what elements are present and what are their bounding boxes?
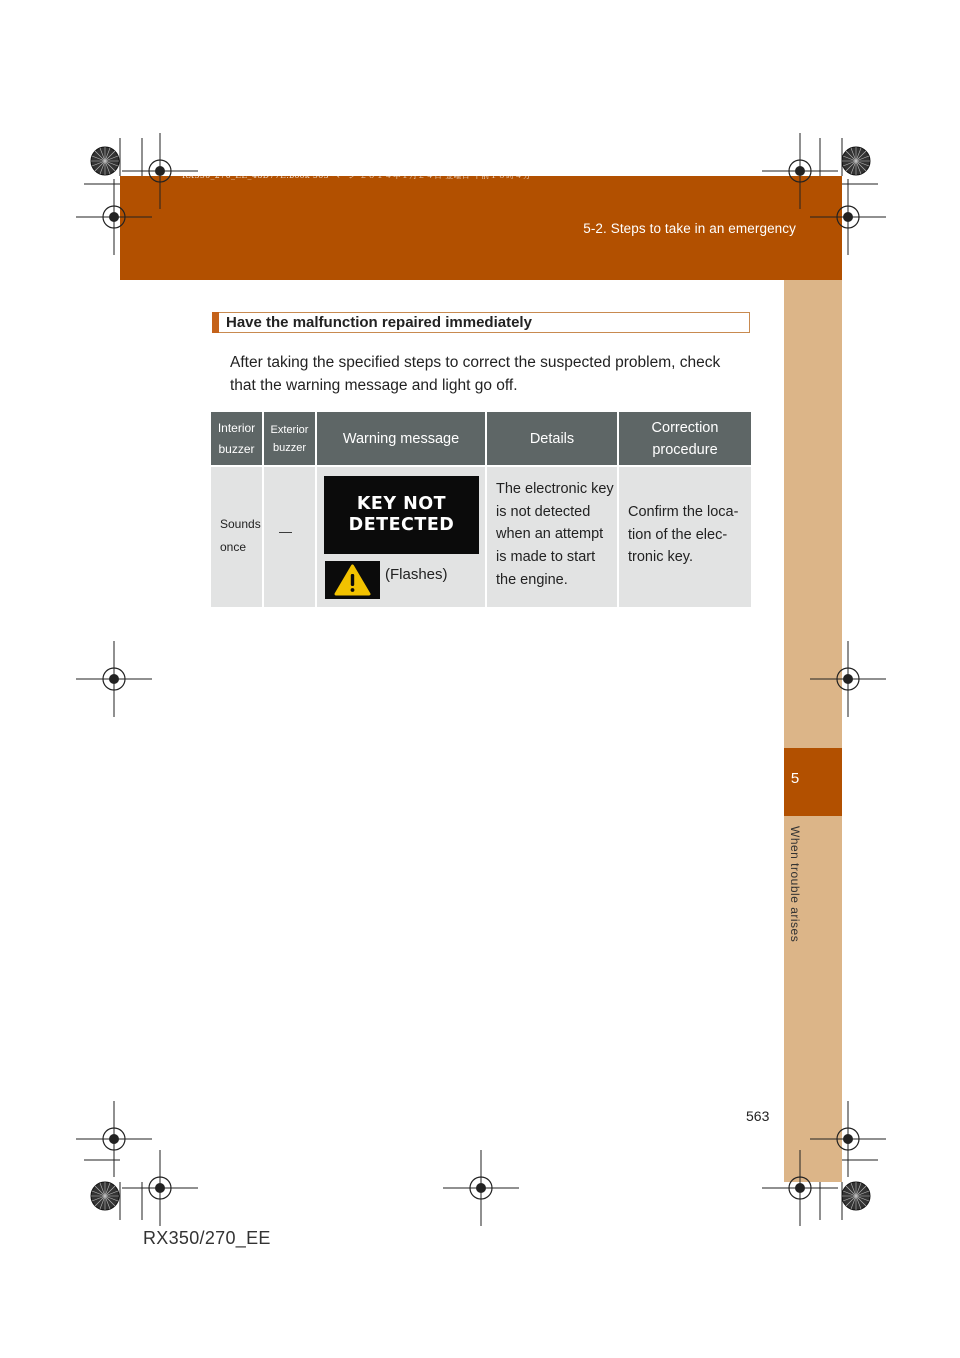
header-interior-line2: buzzer [218,442,255,456]
chapter-number: 5 [790,770,800,787]
header-correction-line2: procedure [652,442,718,458]
page-number: 563 [746,1108,770,1124]
details-line: when an attempt [496,526,604,543]
cell-interior-line2: once [220,540,247,554]
correction-line: Confirm the loca- [628,504,739,520]
details-line: is made to start [496,549,596,566]
cell-exterior-buzzer: — [279,524,292,539]
body-line-1: After taking the specified steps to correct the suspected problem, check [230,354,721,371]
body-line-2: that the warning message and light go off. [230,376,518,394]
crop-lines [84,138,878,1220]
header-exterior-line1: Exterior [270,424,309,436]
header-interior-line1: Interior [217,421,256,435]
details-line: The electronic key [496,481,614,497]
header-warning-message: Warning message [342,431,460,447]
display-line2: DETECTED [348,515,455,535]
header-correction-line1: Correction [651,420,719,436]
flashes-label: (Flashes) [385,566,448,583]
display-line1: KEY NOT [356,494,447,514]
details-line: is not detected [496,503,591,520]
header-exterior-line2: buzzer [272,442,307,454]
correction-line: tronic key. [628,549,694,566]
details-line: the engine. [496,571,568,588]
heading-text: Have the malfunction repaired immediately [226,314,532,331]
correction-line: tion of the elec- [628,526,728,543]
model-code: RX350/270_EE [143,1228,271,1248]
header-details: Details [529,431,575,447]
section-title: 5-2. Steps to take in an emergency [583,221,796,236]
chapter-label: When trouble arises [788,826,802,943]
cell-interior-line1: Sounds [220,517,261,531]
print-info: RX350_270_EE_48D77E.book 563 ページ ２０１４年１月２４日 金曜日 午前１０時４分 [182,171,532,180]
